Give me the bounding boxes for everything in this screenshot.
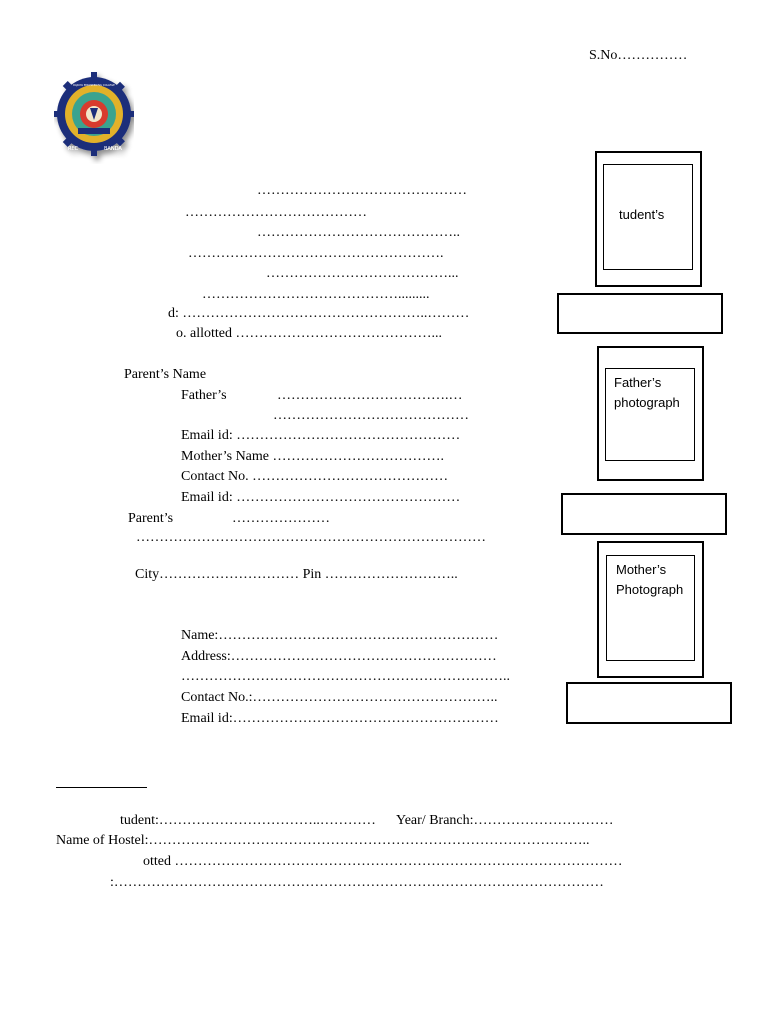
father-photo-frame (597, 346, 704, 481)
guardian-address: Address:………………………………………………… (181, 649, 497, 664)
office-allotted-line: otted …………………………………………………………………………………… (143, 854, 623, 869)
mother-photo-area (606, 555, 695, 661)
student-photo-area (603, 164, 693, 270)
parent-address-label: Parent’s (128, 511, 174, 526)
student-photo-label: tudent’s (619, 207, 665, 222)
mother-photo-frame (597, 541, 704, 678)
mother-name: Mother’s Name ………………………………. (181, 449, 444, 464)
father-signature-box (561, 493, 727, 535)
office-section-rule (56, 787, 147, 788)
father-label: Father’s (181, 388, 227, 403)
student-line-2: ………………………………… (185, 205, 367, 220)
parent-contact: Contact No. …………………………………… (181, 469, 449, 484)
student-line-1: ……………………………………… (257, 183, 467, 198)
parent-address-dots: ………………… (232, 511, 330, 526)
student-photo-frame (595, 151, 702, 287)
guardian-contact: Contact No.:…………………………………………….. (181, 690, 498, 705)
office-last-line: :…………………………………………………………………………………………… (110, 875, 604, 890)
mother-photo-label: Mother’s Photograph (616, 562, 684, 597)
parent-heading: Parent’s Name (124, 367, 207, 382)
guardian-name: Name:…………………………………………………… (181, 628, 499, 643)
student-line-5: …………………………………... (266, 266, 459, 281)
father-email: Email id: ………………………………………… (181, 428, 461, 443)
mother-signature-box (566, 682, 732, 724)
guardian-address-line-2: …………………………………………………………….. (181, 669, 510, 684)
father-photo-label: Father’s photograph (614, 375, 680, 410)
logo-left-text: REC (68, 146, 79, 152)
student-line-3: …………………………………….. (257, 225, 460, 240)
student-line-4: ………………………………………………. (188, 246, 444, 261)
parent-address-line: ………………………………………………………………… (136, 530, 486, 545)
guardian-email: Email id:………………………………………………… (181, 711, 499, 726)
father-dots-2: …………………………………… (273, 408, 469, 423)
serial-number: S.No…………… (589, 48, 688, 63)
student-line-7: d: ……………………………………………..……… (168, 306, 470, 321)
office-hostel-line: Name of Hostel:………………………………………………………………………………….. (56, 833, 590, 848)
city-pin-line: City………………………… Pin ……………………….. (135, 567, 458, 582)
logo-top-text: RAJKIYA ENGINEERING COLLEGE (73, 84, 115, 87)
father-dots: ……………………………….… (277, 388, 463, 403)
student-signature-box (557, 293, 723, 334)
office-year-branch: Year/ Branch:………………………… (396, 813, 614, 828)
student-line-6: ……………………………………......... (202, 287, 430, 302)
logo-right-text: BANDA (104, 146, 122, 152)
father-photo-area (605, 368, 695, 461)
mother-email: Email id: ………………………………………… (181, 490, 461, 505)
office-student-line: tudent:……………………………..………… (120, 813, 376, 828)
room-allotted-line: o. allotted ……………………………………... (176, 326, 442, 341)
college-logo (54, 70, 134, 164)
